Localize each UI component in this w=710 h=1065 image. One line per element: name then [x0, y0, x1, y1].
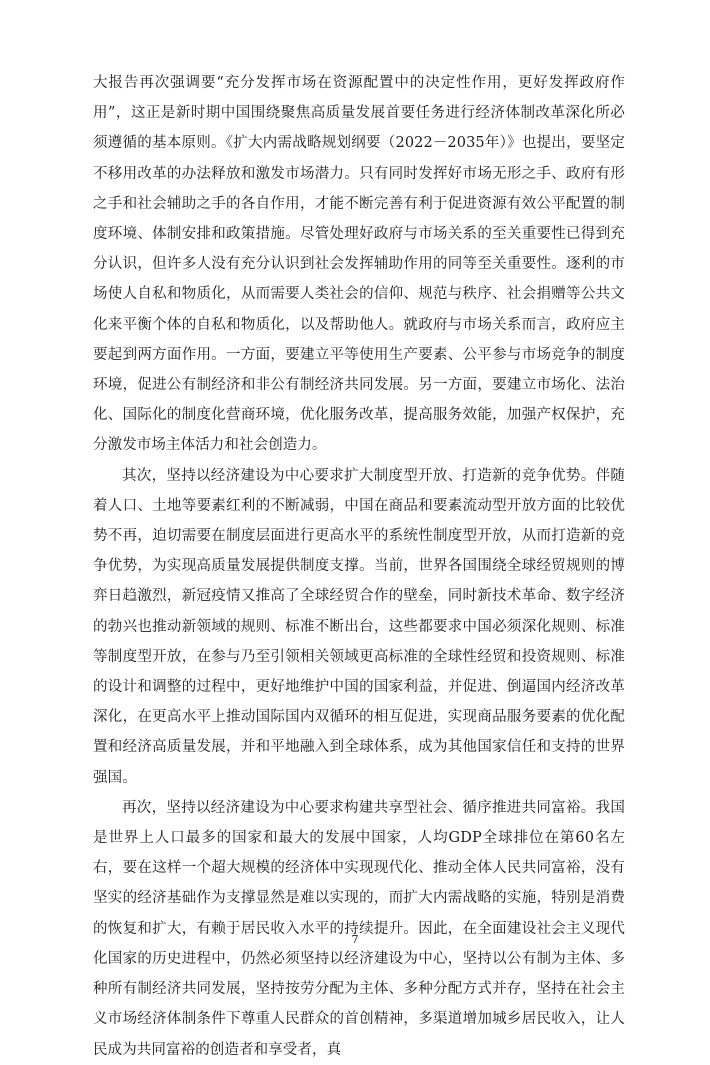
- paragraph-3: 再次，坚持以经济建设为中心要求构建共享型社会、循序推进共同富裕。我国是世界上人口最多的国家和最大的发展中国家，人均GDP全球排位在第60名左右，要在这样一个超大规模的经济体中实现现代化、推动全体人民共同富裕，没有坚实的经济基础作为支撑显然是难以实现的，而扩大内需战略的实施，特别是消费的恢复和扩大，有赖于居民收入水平的持续提升。因此，在全面建设社会主义现代化国家的历史进程中，仍然必须坚持以经济建设为中心，坚持以公有制为主体、多种所有制经济共同发展，坚持按劳分配为主体、多种分配方式并存，坚持在社会主义市场经济体制条件下尊重人民群众的首创精神，多渠道增加城乡居民收入，让人民成为共同富裕的创造者和享受者，真: [93, 799, 625, 1058]
- body-text: [93, 68, 625, 1065]
- paragraph-2: 其次，坚持以经济建设为中心要求扩大制度型开放、打造新的竞争优势。伴随着人口、土地等要素红利的不断减弱，中国在商品和要素流动型开放方面的比较优势不再，迫切需要在制度层面进行更高水平的系统性制度型开放，从而打造新的竞争优势，为实现高质量发展提供制度支撑。当前，世界各国围绕全球经贸规则的博弈日趋激烈，新冠疫情又推高了全球经贸合作的壁垒，同时新技术革命、数字经济的勃兴也推动新领域的规则、标准不断出台，这些都要求中国必须深化规则、标准等制度型开放，在参与乃至引领相关领域更高标准的全球性经贸和投资规则、标准的设计和调整的过程中，更好地维护中国的国家利益，并促进、倒逼国内经济改革深化，在更高水平上推动国际国内双循环的相互促进，实现商品服务要素的优化配置和经济高质量发展，并和平地融入到全球体系，成为其他国家信任和支持的世界强国。: [93, 467, 625, 786]
- paragraph-1: 大报告再次强调要“充分发挥市场在资源配置中的决定性作用，更好发挥政府作用”，这正是新时期中国围绕聚焦高质量发展首要任务进行经济体制改革深化所必须遵循的基本原则。《扩大内需战略规划纲要（2022－2035年）》也提出，要坚定不移用改革的办法释放和激发市场潜力。只有同时发挥好市场无形之手、政府有形之手和社会辅助之手的各自作用，才能不断完善有利于促进资源有效公平配置的制度环境、体制安排和政策措施。尽管处理好政府与市场关系的至关重要性已得到充分认识，但许多人没有充分认识到社会发挥辅助作用的同等至关重要性。逐利的市场使人自私和物质化，从而需要人类社会的信仰、规范与秩序、社会捐赠等公共文化来平衡个体的自私和物质化，以及帮助他人。就政府与市场关系而言，政府应主要起到两方面作用。一方面，要建立平等使用生产要素、公平参与市场竞争的制度环境，促进公有制经济和非公有制经济共同发展。另一方面，要建立市场化、法治化、国际化的制度化营商环境，优化服务改革，提高服务效能，加强产权保护，充分激发市场主体活力和社会创造力。: [93, 75, 625, 454]
- page-number: 7: [351, 933, 359, 946]
